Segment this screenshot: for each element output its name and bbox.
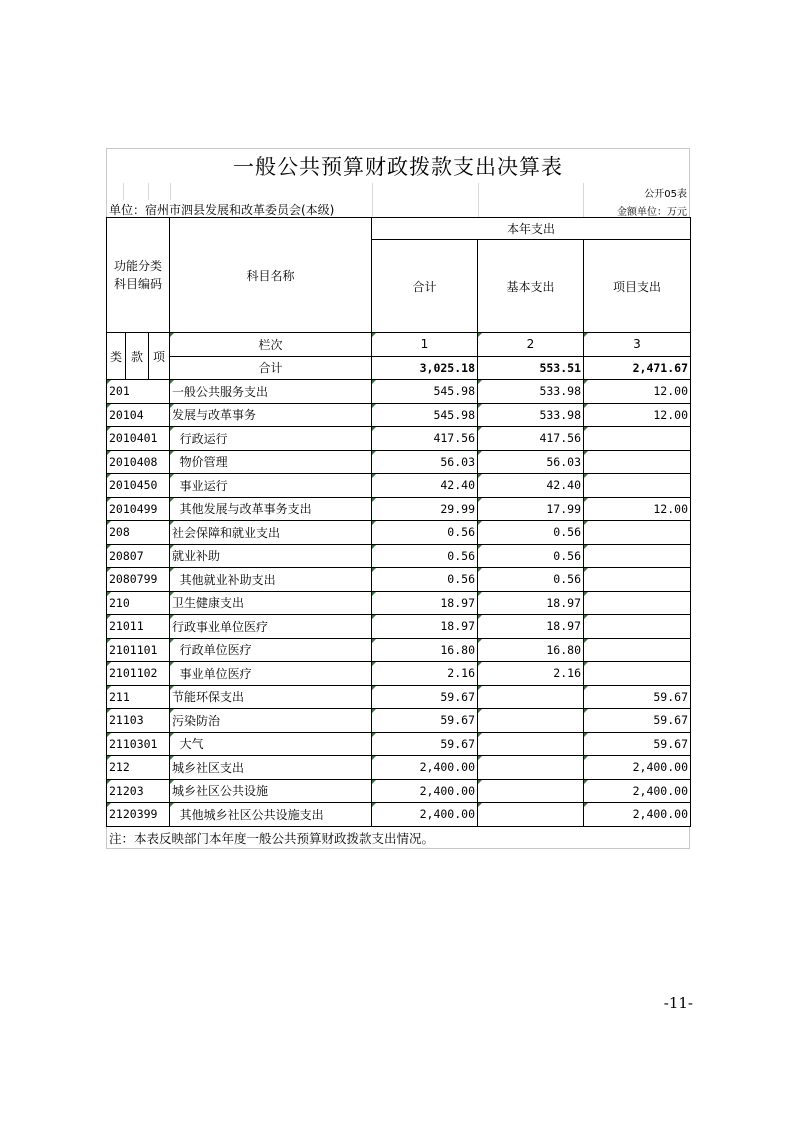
table-row bbox=[107, 685, 691, 709]
project-cell bbox=[584, 521, 691, 545]
table-row bbox=[107, 615, 691, 639]
total-cell: 545.98 bbox=[372, 403, 478, 427]
project-cell bbox=[584, 427, 691, 451]
subject-code-cell: 211 bbox=[107, 685, 170, 709]
subject-code-cell: 2110301 bbox=[107, 732, 170, 756]
subject-name-cell: 物价管理 bbox=[170, 450, 372, 474]
subject-name-cell: 其他就业补助支出 bbox=[170, 568, 372, 592]
total-header: 合计 bbox=[372, 240, 478, 333]
total-cell: 56.03 bbox=[372, 450, 478, 474]
total-cell: 59.67 bbox=[372, 685, 478, 709]
total-row-project: 2,471.67 bbox=[584, 356, 691, 380]
basic-cell: 417.56 bbox=[478, 427, 584, 451]
project-cell: 2,400.00 bbox=[584, 756, 691, 780]
subject-name-cell: 就业补助 bbox=[170, 544, 372, 568]
total-cell: 545.98 bbox=[372, 380, 478, 404]
xiang-header: 项 bbox=[149, 333, 170, 380]
basic-cell: 17.99 bbox=[478, 497, 584, 521]
total-cell: 0.56 bbox=[372, 521, 478, 545]
table-row bbox=[107, 544, 691, 568]
page-number: -11- bbox=[663, 994, 693, 1012]
subject-name-header: 科目名称 bbox=[170, 218, 372, 333]
subject-code-cell: 210 bbox=[107, 591, 170, 615]
project-cell bbox=[584, 662, 691, 686]
subject-code-cell: 2010401 bbox=[107, 427, 170, 451]
lei-header: 类 bbox=[107, 333, 126, 380]
subject-name-cell: 行政运行 bbox=[170, 427, 372, 451]
table-row bbox=[107, 662, 691, 686]
col1-index: 1 bbox=[372, 333, 478, 357]
project-cell bbox=[584, 638, 691, 662]
project-cell bbox=[584, 544, 691, 568]
col2-index: 2 bbox=[478, 333, 584, 357]
table-row bbox=[107, 803, 691, 827]
basic-cell: 18.97 bbox=[478, 615, 584, 639]
form-code-row bbox=[106, 183, 690, 200]
total-cell: 0.56 bbox=[372, 568, 478, 592]
subject-name-cell: 污染防治 bbox=[170, 709, 372, 733]
total-cell: 29.99 bbox=[372, 497, 478, 521]
subject-name-cell: 事业运行 bbox=[170, 474, 372, 498]
current-year-header: 本年支出 bbox=[372, 218, 691, 240]
table-note: 注：本表反映部门本年度一般公共预算财政拨款支出情况。 bbox=[106, 827, 690, 849]
total-cell: 16.80 bbox=[372, 638, 478, 662]
table-row bbox=[107, 427, 691, 451]
project-cell: 2,400.00 bbox=[584, 803, 691, 827]
basic-cell bbox=[478, 709, 584, 733]
basic-cell bbox=[478, 685, 584, 709]
unit-row bbox=[106, 200, 690, 217]
total-cell: 2.16 bbox=[372, 662, 478, 686]
basic-cell: 533.98 bbox=[478, 403, 584, 427]
total-cell: 59.67 bbox=[372, 732, 478, 756]
total-cell: 2,400.00 bbox=[372, 756, 478, 780]
basic-header: 基本支出 bbox=[478, 240, 584, 333]
subject-code-cell: 201 bbox=[107, 380, 170, 404]
subject-code-cell: 20807 bbox=[107, 544, 170, 568]
subject-code-label: 科目编码 bbox=[113, 277, 162, 291]
amount-unit: 金额单位：万元 bbox=[617, 207, 687, 218]
table-row bbox=[107, 474, 691, 498]
basic-cell bbox=[478, 732, 584, 756]
project-cell: 12.00 bbox=[584, 403, 691, 427]
subject-name-cell: 发展与改革事务 bbox=[170, 403, 372, 427]
basic-cell: 18.97 bbox=[478, 591, 584, 615]
project-cell: 59.67 bbox=[584, 709, 691, 733]
table-row bbox=[107, 779, 691, 803]
total-cell: 42.40 bbox=[372, 474, 478, 498]
basic-cell bbox=[478, 803, 584, 827]
reporting-unit: 单位：宿州市泗县发展和改革委员会(本级) bbox=[109, 203, 335, 217]
project-cell: 59.67 bbox=[584, 732, 691, 756]
header-row-3 bbox=[107, 333, 691, 357]
title-row bbox=[106, 148, 690, 183]
basic-cell: 533.98 bbox=[478, 380, 584, 404]
project-cell bbox=[584, 615, 691, 639]
project-cell: 12.00 bbox=[584, 497, 691, 521]
table-row bbox=[107, 638, 691, 662]
subject-name-cell: 社会保障和就业支出 bbox=[170, 521, 372, 545]
basic-cell: 16.80 bbox=[478, 638, 584, 662]
subject-name-cell: 卫生健康支出 bbox=[170, 591, 372, 615]
subject-name-cell: 大气 bbox=[170, 732, 372, 756]
column-index-label: 栏次 bbox=[170, 333, 372, 357]
subject-code-cell: 20104 bbox=[107, 403, 170, 427]
project-cell: 12.00 bbox=[584, 380, 691, 404]
table-row bbox=[107, 568, 691, 592]
total-cell: 59.67 bbox=[372, 709, 478, 733]
subject-name-cell: 节能环保支出 bbox=[170, 685, 372, 709]
total-row-basic: 553.51 bbox=[478, 356, 584, 380]
table-row bbox=[107, 591, 691, 615]
table-row bbox=[107, 521, 691, 545]
subject-name-cell: 事业单位医疗 bbox=[170, 662, 372, 686]
expenditure-table bbox=[106, 217, 691, 827]
kuan-header: 款 bbox=[126, 333, 149, 380]
basic-cell: 0.56 bbox=[478, 544, 584, 568]
total-row bbox=[107, 356, 691, 380]
subject-code-cell: 2101101 bbox=[107, 638, 170, 662]
subject-code-cell: 2010450 bbox=[107, 474, 170, 498]
total-cell: 417.56 bbox=[372, 427, 478, 451]
table-row bbox=[107, 403, 691, 427]
total-row-total: 3,025.18 bbox=[372, 356, 478, 380]
basic-cell: 0.56 bbox=[478, 521, 584, 545]
header-row-1 bbox=[107, 218, 691, 240]
project-cell bbox=[584, 591, 691, 615]
project-cell bbox=[584, 474, 691, 498]
subject-name-cell: 其他发展与改革事务支出 bbox=[170, 497, 372, 521]
total-cell: 2,400.00 bbox=[372, 803, 478, 827]
subject-code-cell: 212 bbox=[107, 756, 170, 780]
subject-name-cell: 城乡社区支出 bbox=[170, 756, 372, 780]
subject-code-cell: 208 bbox=[107, 521, 170, 545]
subject-code-cell: 21203 bbox=[107, 779, 170, 803]
total-cell: 2,400.00 bbox=[372, 779, 478, 803]
subject-code-cell: 2080799 bbox=[107, 568, 170, 592]
subject-name-cell: 一般公共服务支出 bbox=[170, 380, 372, 404]
table-row bbox=[107, 732, 691, 756]
table-row bbox=[107, 497, 691, 521]
project-header: 项目支出 bbox=[584, 240, 691, 333]
subject-name-cell: 其他城乡社区公共设施支出 bbox=[170, 803, 372, 827]
form-code: 公开05表 bbox=[644, 189, 687, 200]
project-cell bbox=[584, 568, 691, 592]
subject-code-cell: 21103 bbox=[107, 709, 170, 733]
func-class-label: 功能分类 bbox=[113, 259, 162, 273]
project-cell: 59.67 bbox=[584, 685, 691, 709]
basic-cell: 56.03 bbox=[478, 450, 584, 474]
total-cell: 0.56 bbox=[372, 544, 478, 568]
project-cell: 2,400.00 bbox=[584, 779, 691, 803]
table-title: 一般公共预算财政拨款支出决算表 bbox=[233, 155, 563, 179]
subject-code-cell: 21011 bbox=[107, 615, 170, 639]
total-row-label: 合计 bbox=[170, 356, 372, 380]
basic-cell bbox=[478, 779, 584, 803]
budget-sheet bbox=[106, 148, 690, 849]
func-class-header bbox=[107, 218, 170, 333]
basic-cell: 2.16 bbox=[478, 662, 584, 686]
subject-code-cell: 2120399 bbox=[107, 803, 170, 827]
basic-cell bbox=[478, 756, 584, 780]
subject-name-cell: 城乡社区公共设施 bbox=[170, 779, 372, 803]
col3-index: 3 bbox=[584, 333, 691, 357]
table-row bbox=[107, 756, 691, 780]
table-row bbox=[107, 450, 691, 474]
total-cell: 18.97 bbox=[372, 591, 478, 615]
project-cell bbox=[584, 450, 691, 474]
subject-name-cell: 行政单位医疗 bbox=[170, 638, 372, 662]
basic-cell: 42.40 bbox=[478, 474, 584, 498]
subject-name-cell: 行政事业单位医疗 bbox=[170, 615, 372, 639]
basic-cell: 0.56 bbox=[478, 568, 584, 592]
total-cell: 18.97 bbox=[372, 615, 478, 639]
table-row bbox=[107, 709, 691, 733]
subject-code-cell: 2010408 bbox=[107, 450, 170, 474]
table-row bbox=[107, 380, 691, 404]
subject-code-cell: 2010499 bbox=[107, 497, 170, 521]
subject-code-cell: 2101102 bbox=[107, 662, 170, 686]
